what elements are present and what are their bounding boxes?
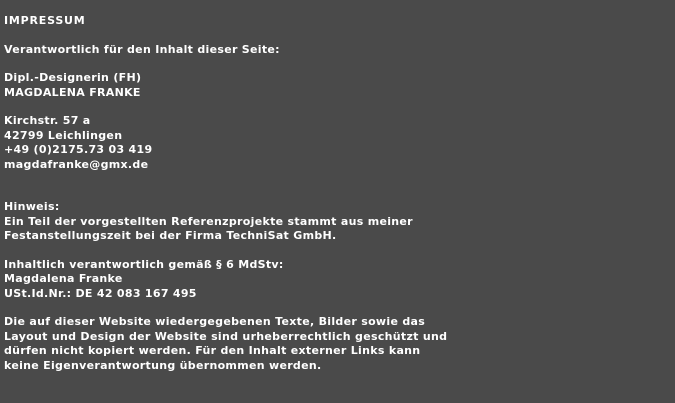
copyright-line-3: dürfen nicht kopiert werden. Für den Inhalt externer Links kann: [4, 344, 421, 357]
page-title: IMPRESSUM: [4, 14, 86, 27]
note-label: Hinweis:: [4, 200, 60, 213]
note-line-2: Festanstellungszeit bei der Firma TechniSat GmbH.: [4, 229, 337, 242]
phone-line: +49 (0)2175.73 03 419: [4, 143, 153, 156]
legal-label: Inhaltlich verantwortlich gemäß § 6 MdStv:: [4, 257, 284, 271]
email-line: magdafranke@gmx.de: [4, 157, 149, 171]
copyright-line-4: keine Eigenverantwortung übernommen werden.: [4, 358, 322, 372]
note-line-1: Ein Teil der vorgestellten Referenzprojekte stammt aus meiner: [4, 214, 413, 228]
legal-responsible: [4, 258, 675, 302]
responsible-intro: [4, 43, 675, 58]
street-line: Kirchstr. 57 a: [4, 114, 91, 127]
vat-id: USt.Id.Nr.: DE 42 083 167 495: [4, 286, 197, 300]
person-name: [4, 71, 675, 100]
legal-name: Magdalena Franke: [4, 272, 123, 285]
contact-address: [4, 114, 675, 172]
copyright-line-1: Die auf dieser Website wiedergegebenen Texte, Bilder sowie das: [4, 315, 426, 328]
person-name-line: MAGDALENA FRANKE: [4, 85, 141, 99]
copyright-line-2: Layout und Design der Website sind urheberrechtlich geschützt und: [4, 329, 448, 343]
copyright-notice: [4, 315, 675, 373]
city-line: 42799 Leichlingen: [4, 128, 123, 142]
responsible-intro-line: Verantwortlich für den Inhalt dieser Seite:: [4, 42, 280, 56]
note: [4, 200, 675, 244]
person-title-line: Dipl.-Designerin (FH): [4, 71, 142, 84]
